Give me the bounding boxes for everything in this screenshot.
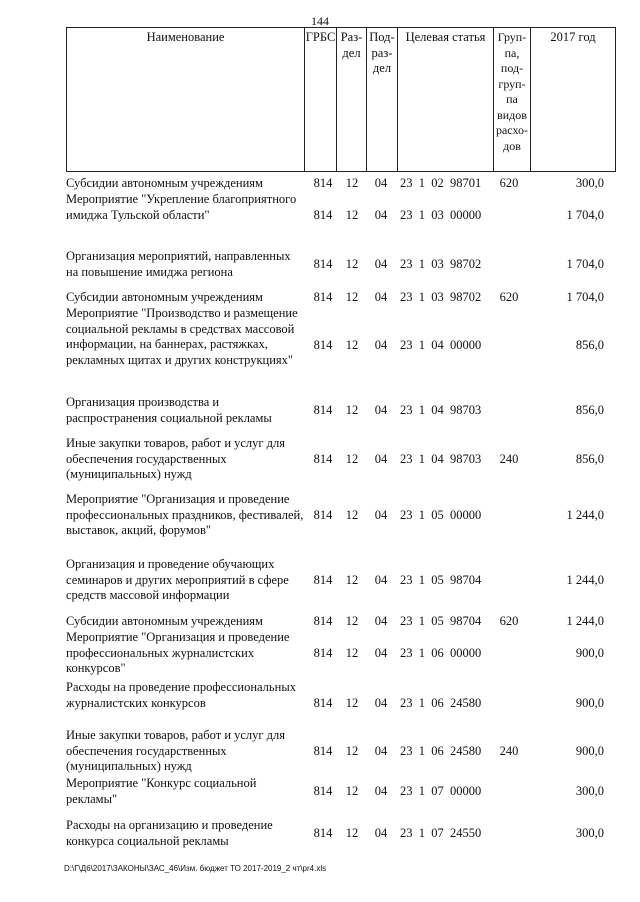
row-name: Организация мероприятий, направленных на повышение имиджа региона <box>66 249 291 279</box>
row-grbs: 814 <box>313 452 333 466</box>
row-razdel: 12 <box>345 614 359 628</box>
row-razdel: 12 <box>345 646 359 660</box>
row-sum: 900,0 <box>575 646 604 660</box>
header-name: Наименование <box>146 30 225 44</box>
row-celevaya: 23 1 05 98704 <box>400 614 482 628</box>
row-grbs: 814 <box>313 646 333 660</box>
row-celevaya: 23 1 03 98702 <box>400 257 482 271</box>
row-name: Мероприятие "Укрепление благоприятного имиджа Тульской области" <box>66 192 297 222</box>
row-sum: 1 244,0 <box>566 614 604 628</box>
row-grbs: 814 <box>313 176 333 190</box>
row-sum: 1 244,0 <box>566 573 604 587</box>
row-grbs: 814 <box>313 573 333 587</box>
row-celevaya: 23 1 03 98702 <box>400 290 482 304</box>
row-celevaya: 23 1 06 24580 <box>400 744 482 758</box>
table-header <box>66 27 616 172</box>
row-name: Субсидии автономным учреждениям <box>66 290 263 304</box>
row-podrazdel: 04 <box>374 573 388 587</box>
header-grbs: ГРБС <box>304 28 336 171</box>
row-grbs: 814 <box>313 696 333 710</box>
row-grbs: 814 <box>313 614 333 628</box>
row-razdel: 12 <box>345 744 359 758</box>
row-celevaya: 23 1 05 00000 <box>400 508 482 522</box>
header-gruppa: Груп- па, под- груп- па видов расхо- дов <box>493 28 530 171</box>
row-podrazdel: 04 <box>374 508 388 522</box>
row-gruppa: 620 <box>499 290 519 304</box>
row-gruppa: 620 <box>499 614 519 628</box>
row-podrazdel: 04 <box>374 208 388 222</box>
row-razdel: 12 <box>345 208 359 222</box>
row-name: Мероприятие "Организация и проведение профессиональных праздников, фестивалей, выставок, акций, форумов" <box>66 492 304 537</box>
row-grbs: 814 <box>313 744 333 758</box>
row-grbs: 814 <box>313 508 333 522</box>
row-sum: 1 244,0 <box>566 508 604 522</box>
row-podrazdel: 04 <box>374 338 388 352</box>
row-razdel: 12 <box>345 257 359 271</box>
row-grbs: 814 <box>313 784 333 798</box>
page-number: 144 <box>311 14 329 28</box>
row-sum: 1 704,0 <box>566 290 604 304</box>
row-podrazdel: 04 <box>374 257 388 271</box>
row-podrazdel: 04 <box>374 826 388 840</box>
row-razdel: 12 <box>345 696 359 710</box>
row-grbs: 814 <box>313 290 333 304</box>
row-name: Иные закупки товаров, работ и услуг для обеспечения государственных (муниципальных) нужд <box>66 436 286 481</box>
row-podrazdel: 04 <box>374 176 388 190</box>
row-podrazdel: 04 <box>374 744 388 758</box>
row-name: Мероприятие "Конкурс социальной рекламы" <box>66 776 257 806</box>
row-gruppa: 240 <box>499 744 519 758</box>
row-grbs: 814 <box>313 403 333 417</box>
row-razdel: 12 <box>345 784 359 798</box>
row-sum: 300,0 <box>575 826 604 840</box>
row-razdel: 12 <box>345 573 359 587</box>
row-podrazdel: 04 <box>374 646 388 660</box>
row-sum: 856,0 <box>575 452 604 466</box>
row-name: Организация и проведение обучающих семинаров и других мероприятий в сфере средств массовой информации <box>66 557 289 602</box>
row-sum: 1 704,0 <box>566 208 604 222</box>
row-grbs: 814 <box>313 257 333 271</box>
row-celevaya: 23 1 03 00000 <box>400 208 482 222</box>
header-podrazdel: Под- раз- дел <box>366 28 397 171</box>
row-podrazdel: 04 <box>374 696 388 710</box>
row-name: Расходы на организацию и проведение конкурса социальной рекламы <box>66 818 273 848</box>
row-razdel: 12 <box>345 338 359 352</box>
header-celevaya: Целевая статья <box>397 28 493 171</box>
header-razdel: Раз- дел <box>336 28 366 171</box>
row-celevaya: 23 1 04 98703 <box>400 452 482 466</box>
row-podrazdel: 04 <box>374 614 388 628</box>
row-celevaya: 23 1 05 98704 <box>400 573 482 587</box>
row-name: Субсидии автономным учреждениям <box>66 614 263 628</box>
row-podrazdel: 04 <box>374 290 388 304</box>
row-sum: 1 704,0 <box>566 257 604 271</box>
row-name: Субсидии автономным учреждениям <box>66 176 263 190</box>
row-celevaya: 23 1 06 00000 <box>400 646 482 660</box>
row-razdel: 12 <box>345 176 359 190</box>
row-name: Мероприятие "Производство и размещение социальной рекламы в средствах массовой информации, на баннерах, растяжках, рекламных щитах и других конструкциях" <box>66 306 298 367</box>
row-podrazdel: 04 <box>374 784 388 798</box>
row-sum: 300,0 <box>575 176 604 190</box>
row-celevaya: 23 1 02 98701 <box>400 176 482 190</box>
row-razdel: 12 <box>345 403 359 417</box>
row-sum: 856,0 <box>575 338 604 352</box>
row-celevaya: 23 1 07 24550 <box>400 826 482 840</box>
row-gruppa: 240 <box>499 452 519 466</box>
row-name: Иные закупки товаров, работ и услуг для обеспечения государственных (муниципальных) нужд <box>66 728 286 773</box>
row-grbs: 814 <box>313 208 333 222</box>
row-celevaya: 23 1 04 98703 <box>400 403 482 417</box>
row-sum: 856,0 <box>575 403 604 417</box>
row-name: Мероприятие "Организация и проведение профессиональных журналистских конкурсов" <box>66 630 290 675</box>
header-year: 2017 год <box>530 28 615 171</box>
row-grbs: 814 <box>313 338 333 352</box>
row-sum: 300,0 <box>575 784 604 798</box>
row-name: Расходы на проведение профессиональных журналистских конкурсов <box>66 680 296 710</box>
row-razdel: 12 <box>345 290 359 304</box>
file-path-footer: D:\Г\Д6\2017\ЗАКОНЫ\ЗАС_46\Изм. бюджет ТО 2017-2019_2 чт\pr4.xls <box>64 864 327 873</box>
row-sum: 900,0 <box>575 696 604 710</box>
row-razdel: 12 <box>345 826 359 840</box>
row-podrazdel: 04 <box>374 403 388 417</box>
row-razdel: 12 <box>345 508 359 522</box>
row-podrazdel: 04 <box>374 452 388 466</box>
row-name: Организация производства и распространения социальной рекламы <box>66 395 272 425</box>
row-celevaya: 23 1 06 24580 <box>400 696 482 710</box>
row-celevaya: 23 1 04 00000 <box>400 338 482 352</box>
row-razdel: 12 <box>345 452 359 466</box>
row-sum: 900,0 <box>575 744 604 758</box>
row-celevaya: 23 1 07 00000 <box>400 784 482 798</box>
row-gruppa: 620 <box>499 176 519 190</box>
row-grbs: 814 <box>313 826 333 840</box>
